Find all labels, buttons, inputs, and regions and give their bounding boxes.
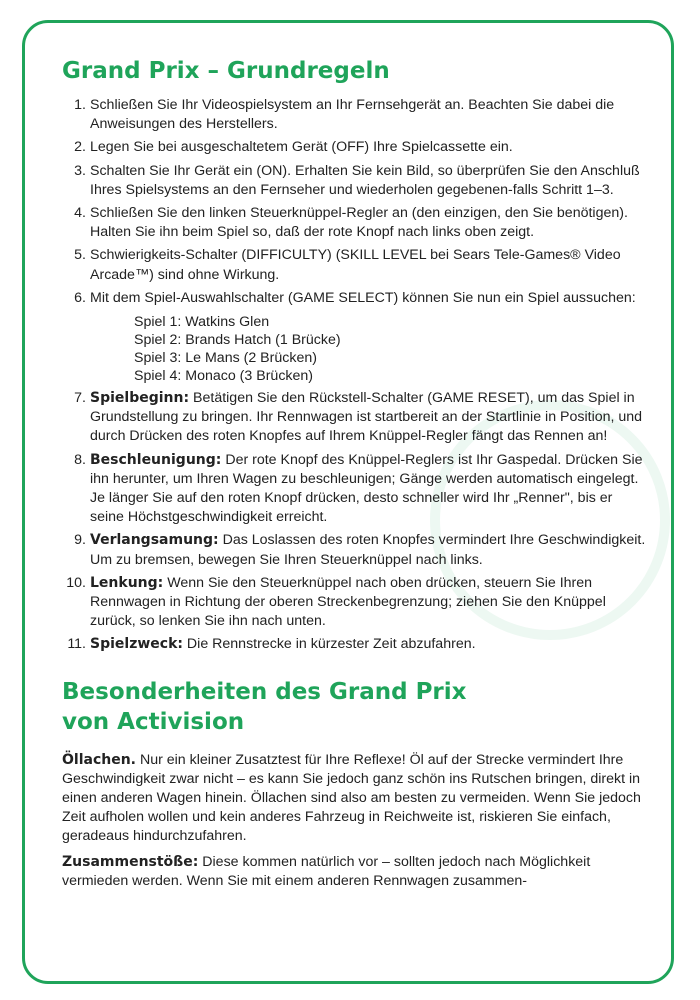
rule-lead: Lenkung: — [90, 574, 164, 591]
rule-text: Schwierigkeits-Schalter (DIFFICULTY) (SKILL LEVEL bei Sears Tele-Games® Video Arcade™) sind ohne Wirkung. — [90, 247, 621, 283]
rule-text: Schließen Sie den linken Steuerknüppel-Regler an (den einzigen, den Sie benötigen). Halten Sie ihn beim Spiel so, daß der rote Knopf nach links oben zeigt. — [90, 205, 628, 241]
rule-text: Legen Sie bei ausgeschaltetem Gerät (OFF) Ihre Spielcassette ein. — [90, 139, 513, 156]
game-item-3: Spiel 3: Le Mans (2 Brücken) — [134, 350, 317, 367]
rule-lead: Spielbeginn: — [90, 390, 190, 407]
rule-lead: Spielzweck: — [90, 636, 183, 653]
rule-text: Die Rennstrecke in kürzester Zeit abzufahren. — [182, 636, 476, 653]
paragraph-lead: Öllachen. — [62, 751, 136, 768]
rule-item-10: 10. Lenkung: Wenn Sie den Steuerknüppel nach oben drücken, steuern Sie Ihren Rennwagen in Richtung der oberen Streckenbegrenzung; ziehen Sie den Knüppel zurück, so lenken Sie ihn nach unten. — [66, 574, 606, 630]
rule-text: Wenn Sie den Steuerknüppel nach oben drücken, steuern Sie Ihren Rennwagen in Richtung der oberen Streckenbegrenzung; ziehen Sie den Knüppel zurück, so lenken Sie ihn nach unten. — [90, 574, 606, 630]
rule-lead: Verlangsamung: — [90, 532, 219, 549]
rules-list — [62, 96, 650, 655]
rule-lead: Beschleunigung: — [90, 451, 222, 468]
game-item-2: Spiel 2: Brands Hatch (1 Brücke) — [134, 332, 341, 349]
rule-text: Das Loslassen des roten Knopfes vermindert Ihre Geschwindigkeit. Um zu bremsen, bewegen Sie Ihren Steuerknüppel nach links. — [90, 532, 646, 568]
rule-item-9: 9. Verlangsamung: Das Loslassen des roten Knopfes vermindert Ihre Geschwindigkeit. Um zu bremsen, bewegen Sie Ihren Steuerknüppel nach links. — [74, 532, 646, 568]
game-item-1: Spiel 1: Watkins Glen — [134, 314, 270, 331]
rule-text: Mit dem Spiel-Auswahlschalter (GAME SELECT) können Sie nun ein Spiel aussuchen: — [90, 289, 636, 306]
paragraph-lead: Zusammenstöße: — [62, 853, 199, 870]
rule-item-1: 1. Schließen Sie Ihr Videospielsystem an Ihr Fernsehgerät an. Beachten Sie dabei die Anweisungen des Herstellers. — [74, 97, 615, 133]
rule-item-2: 2. Legen Sie bei ausgeschaltetem Gerät (OFF) Ihre Spielcassette ein. — [74, 139, 513, 156]
section-title-features — [62, 677, 650, 737]
paragraph-oil — [62, 751, 650, 847]
rule-item-4: 4. Schließen Sie den linken Steuerknüppel-Regler an (den einzigen, den Sie benötigen). Halten Sie ihn beim Spiel so, daß der rote Knopf nach links oben zeigt. — [74, 205, 628, 241]
paragraph-text: Nur ein kleiner Zusatztest für Ihre Reflexe! Öl auf der Strecke vermindert Ihre Geschwindigkeit zwar nicht – es kann Sie jedoch ganz schön ins Rutschen bringen, direkt in einen anderen Wagen hinein. Öllachen sind also am besten zu vermeiden. Wenn Sie jedoch Zeit aufholen wollen und kein anderes Fahrzeug in Reichweite ist, riskieren Sie einfach, geradeaus hindurchzufahren. — [62, 751, 641, 845]
rule-text: Betätigen Sie den Rückstell-Schalter (GAME RESET), um das Spiel in Grundstellung zu bringen. Ihr Rennwagen ist startbereit an der Startlinie in Position, und durch Drücken des roten Knopfes auf Ihrem Knüppel-Regler fängt das Rennen an! — [90, 390, 643, 445]
document-body — [62, 56, 650, 897]
game-list — [134, 313, 650, 385]
section-title-line-2: von Activision — [62, 708, 245, 735]
rule-text: Der rote Knopf des Knüppel-Reglers ist Ihr Gaspedal. Drücken Sie ihn herunter, um Ihren Wagen zu beschleunigen; Gänge werden automatisch eingelegt. Je länger Sie auf den roten Knopf drücken, desto schneller wird Ihr „Renner", bis er seine Höchstgeschwindigkeit erreicht. — [90, 451, 643, 526]
rule-item-11: 11. Spielzweck: Die Rennstrecke in kürzester Zeit abzufahren. — [67, 636, 476, 653]
rule-item-7: 7. Spielbeginn: Betätigen Sie den Rückstell-Schalter (GAME RESET), um das Spiel in Grundstellung zu bringen. Ihr Rennwagen ist startbereit an der Startlinie in Position, und durch Drücken des roten Knopfes auf Ihrem Knüppel-Regler fängt das Rennen an! — [74, 390, 643, 445]
section-title-line-1: Besonderheiten des Grand Prix — [62, 678, 467, 705]
rule-item-5: 5. Schwierigkeits-Schalter (DIFFICULTY) (SKILL LEVEL bei Sears Tele-Games® Video Arcade™) sind ohne Wirkung. — [74, 247, 621, 283]
game-item-4: Spiel 4: Monaco (3 Brücken) — [134, 368, 314, 385]
rule-item-3: 3. Schalten Sie Ihr Gerät ein (ON). Erhalten Sie kein Bild, so überprüfen Sie den Anschluß Ihres Spielsystems an den Fernseher und wiederholen gegebenen-falls Schritt 1–3. — [74, 162, 640, 198]
rule-text: Schalten Sie Ihr Gerät ein (ON). Erhalten Sie kein Bild, so überprüfen Sie den Anschluß Ihres Spielsystems an den Fernseher und wiederholen gegebenen-falls Schritt 1–3. — [90, 162, 640, 198]
rule-item-8: 8. Beschleunigung: Der rote Knopf des Knüppel-Reglers ist Ihr Gaspedal. Drücken Sie ihn herunter, um Ihren Wagen zu beschleunigen; Gänge werden automatisch eingelegt. Je länger Sie auf den roten Knopf drücken, desto schneller wird Ihr „Renner", bis er seine Höchstgeschwindigkeit erreicht. — [74, 451, 643, 526]
section-title-rules: Grand Prix – Grundregeln — [62, 58, 390, 84]
paragraph-collisions — [62, 853, 650, 891]
rule-item-6: 6. Mit dem Spiel-Auswahlschalter (GAME SELECT) können Sie nun ein Spiel aussuchen: Spiel 1: Watkins Glen Spiel 2: Brands Hatch (1 Brücke) Spiel 3: Le Mans (2 Brücken) Spiel 4: Monaco (3 Brücken) — [62, 289, 650, 385]
paragraph-text: Diese kommen natürlich vor – sollten jedoch nach Möglichkeit vermieden werden. Wenn Sie mit einem anderen Rennwagen zusammen- — [62, 853, 591, 889]
features-section — [62, 751, 650, 891]
rule-text: Schließen Sie Ihr Videospielsystem an Ihr Fernsehgerät an. Beachten Sie dabei die Anweisungen des Herstellers. — [90, 97, 615, 133]
